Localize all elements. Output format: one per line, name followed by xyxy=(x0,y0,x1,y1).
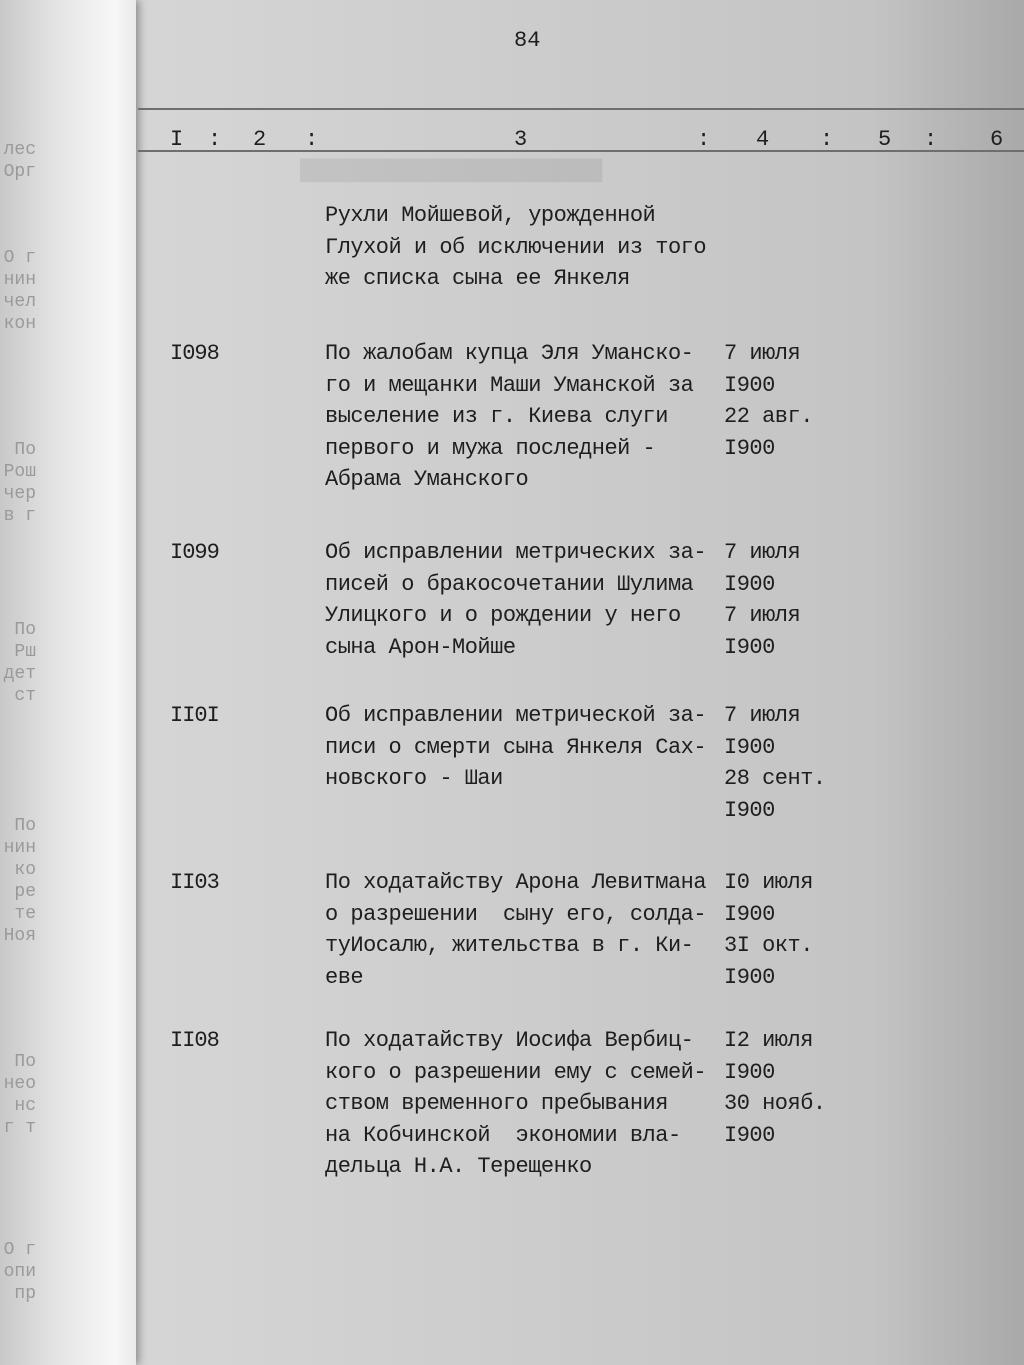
facing-page-fragment: г т xyxy=(3,1118,36,1138)
text-line: Глухой и об исключении из того xyxy=(325,234,707,260)
text-line: писи о смерти сына Янкеля Сах- xyxy=(325,734,707,760)
text-line: сына Арон-Мойше xyxy=(325,634,516,660)
text-line: Об исправлении метрических за- xyxy=(325,540,707,565)
text-line: же списка сына ее Янкеля xyxy=(325,266,630,291)
text-line: Абрама Уманского xyxy=(325,467,529,492)
text-line: о разрешении сыну его, солда- xyxy=(325,901,707,927)
column-number: 3 xyxy=(514,127,528,152)
entry-number: II03 xyxy=(170,870,219,895)
page-number: 84 xyxy=(514,28,541,53)
facing-page-fragment: нс xyxy=(14,1096,36,1116)
text-line: первого и мужа последней - xyxy=(325,435,656,461)
entry-number: II08 xyxy=(170,1028,219,1053)
facing-page-fragment: ре xyxy=(14,882,36,902)
date-line: I900 xyxy=(724,901,775,927)
facing-page-fragment: чел xyxy=(3,292,36,312)
facing-page-fragment: По xyxy=(14,440,36,460)
date-line: 7 июля xyxy=(724,341,801,366)
facing-page xyxy=(0,0,136,1365)
column-number: I xyxy=(170,127,184,152)
date-line: I900 xyxy=(724,964,775,990)
date-line: 28 сент. xyxy=(724,766,826,791)
text-line: туИосалю, жительства в г. Ки- xyxy=(325,933,694,958)
date-line: I0 июля xyxy=(724,870,813,895)
entry-dates xyxy=(724,537,800,663)
date-line: I900 xyxy=(724,1122,775,1148)
text-line: Об исправлении метрической за- xyxy=(325,703,707,728)
column-separator: : xyxy=(820,127,834,152)
entry-description xyxy=(325,338,693,496)
column-number: 5 xyxy=(878,127,892,152)
header-top-rule xyxy=(138,108,1024,110)
text-line: новского - Шаи xyxy=(325,766,503,791)
facing-page-fragment: опи xyxy=(3,1262,36,1282)
facing-page-fragment: Ноя xyxy=(3,926,36,946)
entry-dates xyxy=(724,700,826,826)
text-line: кого о разрешении ему с семей- xyxy=(325,1059,707,1085)
facing-page-fragment: О г xyxy=(3,1240,36,1260)
column-separator: : xyxy=(305,127,319,152)
date-line: I900 xyxy=(724,797,775,823)
text-line: писей о бракосочетании Шулима xyxy=(325,571,694,597)
text-line: ством временного пребывания xyxy=(325,1091,668,1116)
bleed-through-text: ████████████████████████ xyxy=(300,160,603,183)
date-line: 7 июля xyxy=(724,603,801,628)
entry-dates xyxy=(724,338,813,464)
date-line: I900 xyxy=(724,435,775,461)
entry-description xyxy=(325,537,706,663)
facing-page-fragment: пр xyxy=(14,1284,36,1304)
facing-page-fragment: По xyxy=(14,620,36,640)
date-line: 7 июля xyxy=(724,540,801,565)
text-line: По ходатайству Иосифа Вербиц- xyxy=(325,1028,694,1053)
date-line: I2 июля xyxy=(724,1028,813,1053)
text-line: го и мещанки Маши Уманской за xyxy=(325,372,694,398)
facing-page-fragment: те xyxy=(14,904,36,924)
column-number: 4 xyxy=(756,127,770,152)
column-separator: : xyxy=(924,127,938,152)
facing-page-fragment: Рош xyxy=(3,462,36,482)
text-line: дельца Н.А. Терещенко xyxy=(325,1154,592,1179)
facing-page-fragment: кон xyxy=(3,314,36,334)
facing-page-fragment: лес xyxy=(3,140,36,160)
text-line: Рухли Мойшевой, урожденной xyxy=(325,203,656,228)
entry-dates xyxy=(724,1025,826,1151)
date-line: I900 xyxy=(724,571,775,597)
column-separator: : xyxy=(208,127,222,152)
column-number: 2 xyxy=(253,127,267,152)
text-line: на Кобчинской экономии вла- xyxy=(325,1122,681,1148)
entry-description xyxy=(325,867,706,993)
date-line: I900 xyxy=(724,372,775,398)
column-number: 6 xyxy=(990,127,1004,152)
column-separator: : xyxy=(697,127,711,152)
facing-page-fragment: ко xyxy=(14,860,36,880)
entry-number: I098 xyxy=(170,341,219,366)
date-line: 30 нояб. xyxy=(724,1091,826,1116)
date-line: 7 июля xyxy=(724,703,801,728)
date-line: I900 xyxy=(724,734,775,760)
facing-page-fragment: Орг xyxy=(3,162,36,182)
date-line: I900 xyxy=(724,1059,775,1085)
text-line: выселение из г. Киева слуги xyxy=(325,404,668,429)
text-line: еве xyxy=(325,964,364,990)
entry-description xyxy=(325,700,706,795)
facing-page-fragment: По xyxy=(14,816,36,836)
continuation-text xyxy=(325,200,706,295)
date-line: 22 авг. xyxy=(724,404,813,429)
text-line: По жалобам купца Эля Уманско- xyxy=(325,341,694,366)
entry-number: II0I xyxy=(170,703,219,728)
entry-dates xyxy=(724,867,813,993)
facing-page-fragment: нео xyxy=(3,1074,36,1094)
entry-description xyxy=(325,1025,706,1183)
facing-page-fragment: нин xyxy=(3,270,36,290)
facing-page-fragment: дет xyxy=(3,664,36,684)
entry-number: I099 xyxy=(170,540,219,565)
facing-page-fragment: Рш xyxy=(14,642,36,662)
facing-page-fragment: О г xyxy=(3,248,36,268)
facing-page-fragment: нин xyxy=(3,838,36,858)
text-line: По ходатайству Арона Левитмана xyxy=(325,870,707,895)
facing-page-fragment: ст xyxy=(14,686,36,706)
date-line: 3I окт. xyxy=(724,933,813,958)
text-line: Улицкого и о рождении у него xyxy=(325,603,681,628)
facing-page-fragment: чер xyxy=(3,484,36,504)
facing-page-fragment: По xyxy=(14,1052,36,1072)
date-line: I900 xyxy=(724,634,775,660)
facing-page-fragment: в г xyxy=(3,506,36,526)
